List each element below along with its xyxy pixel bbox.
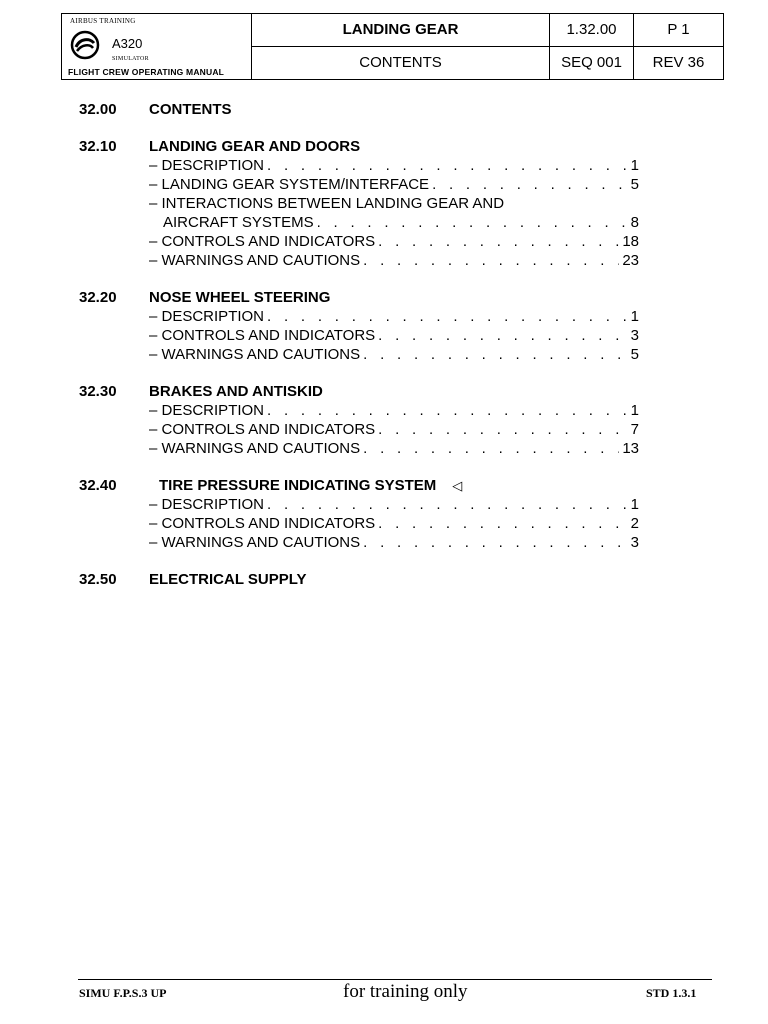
toc-entry[interactable]: [79, 401, 639, 420]
section-title-text: ELECTRICAL SUPPLY: [149, 571, 307, 588]
toc-entry[interactable]: [79, 533, 639, 552]
section-title: [149, 571, 307, 588]
toc-entry-page: 7: [630, 421, 639, 438]
toc-entry-label: – LANDING GEAR SYSTEM/INTERFACE: [149, 176, 430, 193]
dot-leader: [432, 176, 626, 193]
section-title-text: BRAKES AND ANTISKID: [149, 383, 323, 400]
dot-leader: [363, 534, 626, 551]
section-number: 32.10: [79, 138, 117, 155]
section-title: [149, 101, 232, 118]
toc-entry[interactable]: [79, 439, 639, 458]
airbus-logo-icon: [70, 30, 100, 60]
toc-section: [79, 137, 639, 270]
toc-entry[interactable]: [79, 213, 639, 232]
section-title: [149, 289, 330, 306]
footer-left: SIMU F.P.S.3 UP: [79, 986, 167, 1000]
dot-leader: [267, 157, 626, 174]
dot-leader: [378, 421, 626, 438]
page-number: P 1: [634, 14, 723, 47]
revision-number: REV 36: [652, 54, 705, 72]
footer-center: for training only: [343, 981, 468, 1002]
table-of-contents: [79, 100, 639, 607]
section-heading[interactable]: [79, 476, 639, 495]
toc-section: [79, 288, 639, 364]
toc-entry-page: 1: [630, 496, 639, 513]
toc-entry-page: 1: [630, 308, 639, 325]
toc-entry-label: – DESCRIPTION: [149, 496, 265, 513]
dot-leader: [363, 346, 626, 363]
toc-entry-label: – DESCRIPTION: [149, 402, 265, 419]
toc-entry-label: – WARNINGS AND CAUTIONS: [149, 346, 361, 363]
toc-entry-page: 3: [630, 327, 639, 344]
section-number: 32.20: [79, 289, 117, 306]
logo-model: A320: [112, 36, 143, 51]
section-heading[interactable]: [79, 100, 639, 119]
toc-entry-label: – WARNINGS AND CAUTIONS: [149, 440, 361, 457]
toc-section: [79, 476, 639, 552]
toc-entry[interactable]: [79, 420, 639, 439]
logo-simulator-text: SIMULATOR: [112, 56, 149, 62]
toc-entry-label: AIRCRAFT SYSTEMS: [163, 214, 314, 231]
section-title: [149, 383, 323, 400]
footer-right: STD 1.3.1: [646, 986, 697, 1000]
toc-section: [79, 382, 639, 458]
toc-entry[interactable]: [79, 194, 639, 213]
toc-entry[interactable]: [79, 156, 639, 175]
section-number: 32.30: [79, 383, 117, 400]
toc-entry-label: – CONTROLS AND INDICATORS: [149, 233, 376, 250]
toc-entry-page: 23: [622, 252, 639, 269]
logo-training-text: AIRBUS TRAINING: [70, 17, 136, 25]
toc-entry-label: – CONTROLS AND INDICATORS: [149, 327, 376, 344]
toc-entry-label: – WARNINGS AND CAUTIONS: [149, 534, 361, 551]
chapter-subtitle: CONTENTS: [252, 47, 550, 80]
footer-rule: [78, 979, 712, 980]
section-title-text: LANDING GEAR AND DOORS: [149, 138, 361, 155]
dot-leader: [378, 515, 626, 532]
toc-entry[interactable]: [79, 307, 639, 326]
section-title-text: TIRE PRESSURE INDICATING SYSTEM: [159, 477, 437, 494]
revision-marker-icon: ◁: [452, 478, 463, 493]
section-number: 32.00: [79, 101, 117, 118]
toc-entry[interactable]: [79, 175, 639, 194]
toc-entry-page: 2: [630, 515, 639, 532]
dot-leader: [267, 402, 626, 419]
logo-block: [62, 14, 252, 79]
toc-section: [79, 100, 639, 119]
toc-entry-label: – DESCRIPTION: [149, 157, 265, 174]
dot-leader: [267, 496, 626, 513]
doc-reference: 1.32.00: [550, 14, 634, 47]
manual-name: FLIGHT CREW OPERATING MANUAL: [68, 67, 225, 77]
toc-entry-page: 1: [630, 402, 639, 419]
toc-entry[interactable]: [79, 514, 639, 533]
toc-entry-page: 5: [630, 176, 639, 193]
section-title: [159, 477, 462, 494]
dot-leader: [267, 308, 626, 325]
toc-entry-page: 18: [622, 233, 639, 250]
toc-entry-page: 8: [630, 214, 639, 231]
toc-entry-label: – CONTROLS AND INDICATORS: [149, 515, 376, 532]
toc-entry-page: 1: [630, 157, 639, 174]
toc-entry[interactable]: [79, 232, 639, 251]
toc-entry-label: – WARNINGS AND CAUTIONS: [149, 252, 361, 269]
toc-entry-label: – INTERACTIONS BETWEEN LANDING GEAR AND: [149, 195, 505, 212]
section-heading[interactable]: [79, 288, 639, 307]
toc-section: [79, 570, 639, 589]
header-table: [61, 13, 724, 80]
section-number: 32.40: [79, 477, 117, 494]
dot-leader: [378, 233, 619, 250]
section-heading[interactable]: [79, 570, 639, 589]
toc-entry-label: – DESCRIPTION: [149, 308, 265, 325]
section-title-text: NOSE WHEEL STEERING: [149, 289, 331, 306]
toc-entry-page: 3: [630, 534, 639, 551]
dot-leader: [363, 252, 619, 269]
sequence-number: SEQ 001: [550, 47, 634, 80]
dot-leader: [363, 440, 619, 457]
dot-leader: [317, 214, 626, 231]
toc-entry[interactable]: [79, 326, 639, 345]
toc-entry[interactable]: [79, 251, 639, 270]
section-heading[interactable]: [79, 382, 639, 401]
section-heading[interactable]: [79, 137, 639, 156]
toc-entry[interactable]: [79, 345, 639, 364]
toc-entry[interactable]: [79, 495, 639, 514]
dot-leader: [378, 327, 626, 344]
chapter-title: LANDING GEAR: [252, 14, 550, 47]
toc-entry-page: 5: [630, 346, 639, 363]
toc-entry-page: 13: [622, 440, 639, 457]
section-title-text: CONTENTS: [149, 101, 232, 118]
toc-entry-label: – CONTROLS AND INDICATORS: [149, 421, 376, 438]
section-number: 32.50: [79, 571, 117, 588]
section-title: [149, 138, 360, 155]
